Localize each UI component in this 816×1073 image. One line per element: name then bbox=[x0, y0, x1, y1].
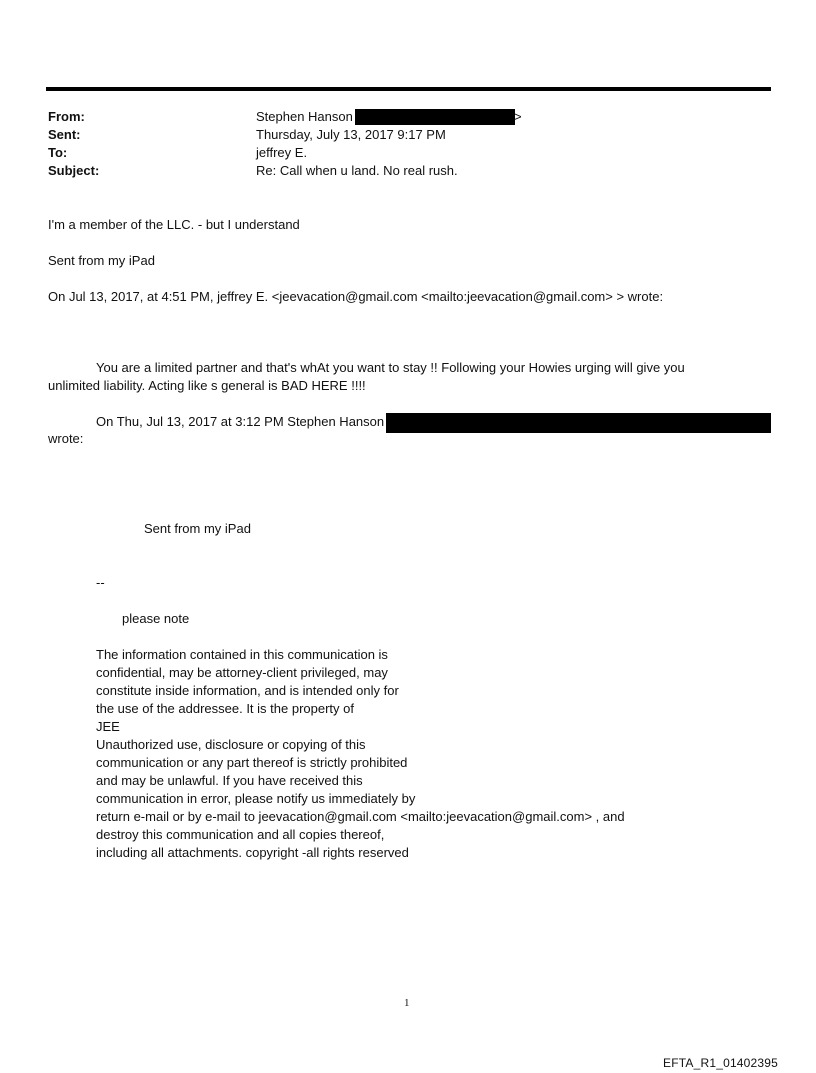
disclaimer-line: communication in error, please notify us immediately by bbox=[96, 791, 416, 806]
disclaimer-line: constitute inside information, and is intended only for bbox=[96, 683, 399, 698]
disclaimer-line: The information contained in this communication is bbox=[96, 647, 388, 662]
header-rule bbox=[46, 87, 771, 91]
document-id: EFTA_R1_01402395 bbox=[663, 1056, 779, 1070]
page-number: 1 bbox=[404, 997, 410, 1009]
from-bracket: > bbox=[514, 109, 522, 124]
reply-text: I'm a member of the LLC. - but I understand bbox=[48, 217, 300, 232]
subject-label: Subject: bbox=[48, 163, 100, 178]
quote-header-2: On Thu, Jul 13, 2017 at 3:12 PM Stephen Hanson bbox=[96, 414, 385, 429]
quote-1-line-2: unlimited liability. Acting like s general is BAD HERE !!!! bbox=[48, 378, 366, 393]
sent-value: Thursday, July 13, 2017 9:17 PM bbox=[256, 127, 446, 142]
redaction-quote-email bbox=[386, 413, 771, 433]
to-value: jeffrey E. bbox=[256, 145, 308, 160]
disclaimer-line: communication or any part thereof is strictly prohibited bbox=[96, 755, 408, 770]
disclaimer-line: and may be unlawful. If you have received this bbox=[96, 773, 363, 788]
please-note: please note bbox=[122, 611, 190, 626]
subject-value: Re: Call when u land. No real rush. bbox=[256, 163, 458, 178]
to-label: To: bbox=[48, 145, 68, 160]
inner-signature: Sent from my iPad bbox=[144, 521, 251, 536]
quote-1-line-1: You are a limited partner and that's whAt you want to stay !! Following your Howies urging will give you bbox=[96, 360, 685, 375]
disclaimer-line: return e-mail or by e-mail to jeevacation@gmail.com <mailto:jeevacation@gmail.com> , and bbox=[96, 809, 625, 824]
quote-header-1: On Jul 13, 2017, at 4:51 PM, jeffrey E. <jeevacation@gmail.com <mailto:jeevacation@gmail.com> > wrote: bbox=[48, 289, 664, 304]
from-value: Stephen Hanson bbox=[256, 109, 353, 124]
redaction-from-email bbox=[355, 109, 515, 125]
disclaimer-line: Unauthorized use, disclosure or copying of this bbox=[96, 737, 366, 752]
signature-separator: -- bbox=[96, 575, 105, 590]
from-label: From: bbox=[48, 109, 85, 124]
reply-signature: Sent from my iPad bbox=[48, 253, 155, 268]
quote-header-2-wrote: wrote: bbox=[48, 431, 84, 446]
disclaimer-line: confidential, may be attorney-client privileged, may bbox=[96, 665, 388, 680]
disclaimer-line: including all attachments. copyright -all rights reserved bbox=[96, 845, 409, 860]
sent-label: Sent: bbox=[48, 127, 81, 142]
disclaimer-line: JEE bbox=[96, 719, 120, 734]
disclaimer-line: destroy this communication and all copies thereof, bbox=[96, 827, 385, 842]
disclaimer-line: the use of the addressee. It is the property of bbox=[96, 701, 354, 716]
